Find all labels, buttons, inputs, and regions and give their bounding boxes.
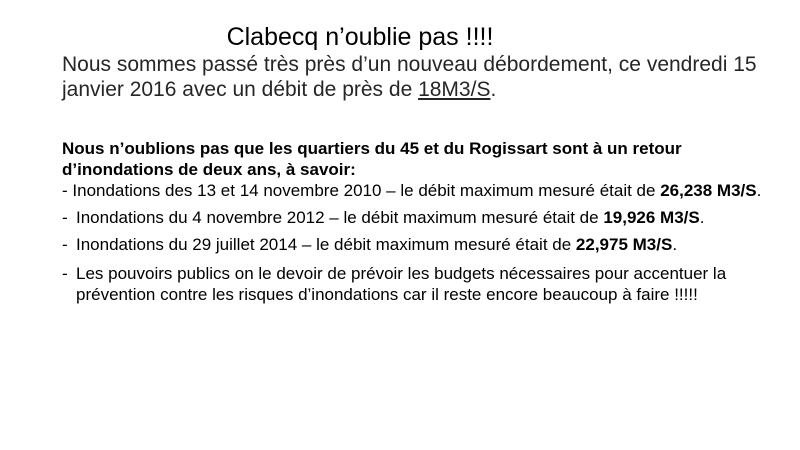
item-suffix: . [699,208,705,227]
item-flow-value: 26,238 M3/S [660,181,757,200]
slide-title: Clabecq n’oublie pas !!!! [226,23,494,51]
item-text: Inondations du 4 novembre 2012 – le débit maximum mesuré était de [76,208,604,227]
item-suffix: . [756,181,762,200]
item-text: Inondations des 13 et 14 novembre 2010 – le débit maximum mesuré était de [67,181,661,200]
public-authorities-item [62,263,790,305]
item-suffix: . [672,235,678,254]
slide-subtitle [62,52,782,102]
subtitle-period: . [490,78,497,101]
flood-item-2010 [62,180,790,201]
item-text: Les pouvoirs publics on le devoir de prévoir les budgets nécessaires pour accentuer la prévention contre les risques d’inondations car il reste encore beaucoup à faire !!!!! [76,264,727,304]
slide-body [62,138,790,305]
item-dash: - [62,264,68,283]
subtitle-text: Nous sommes passé très près d’un nouveau débordement, ce vendredi 15 janvier 2016 avec un débit de près de [62,53,757,101]
subtitle-flow-value: 18M3/S [418,78,491,101]
intro-paragraph: Nous n’oublions pas que les quartiers du 45 et du Rogissart sont à un retour d’inondations de deux ans, à savoir: [62,139,682,179]
flood-item-2014 [62,234,790,255]
item-dash: - [62,235,68,254]
item-text: Inondations du 29 juillet 2014 – le débit maximum mesuré était de [76,235,576,254]
item-flow-value: 22,975 M3/S [575,235,673,254]
item-flow-value: 19,926 M3/S [603,208,700,227]
item-dash: - [62,208,68,227]
flood-item-2012 [62,207,790,228]
item-dash: - [62,181,68,200]
